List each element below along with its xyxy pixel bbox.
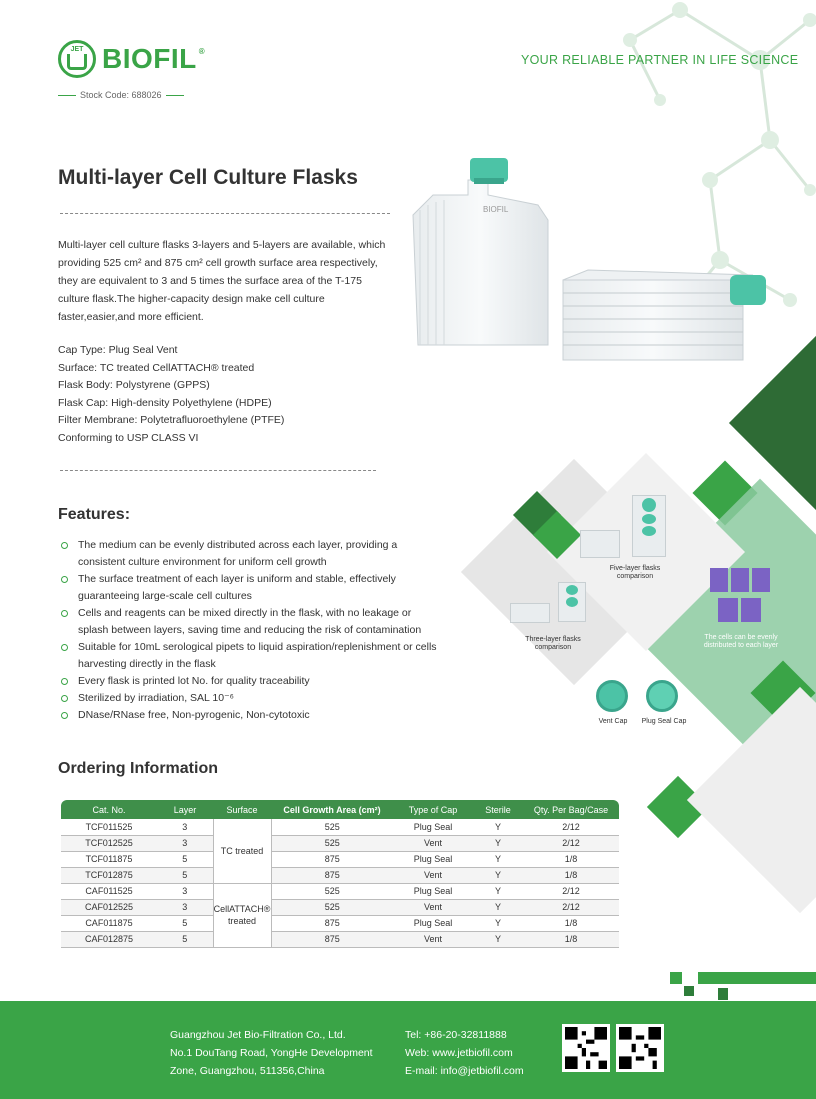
surface-cell-cellattach: CellATTACH® treated <box>213 883 271 947</box>
spec-surface: Surface: TC treated CellATTACH® treated <box>58 361 255 374</box>
five-layer-flask-image <box>580 530 620 558</box>
list-item: Sterilized by irradiation, SAL 10⁻⁶ <box>58 690 438 707</box>
list-item: Every flask is printed lot No. for quality traceability <box>58 673 438 690</box>
table-row: TCF012875 5 875 Vent Y 1/8 <box>61 867 619 883</box>
company-name: Guangzhou Jet Bio-Filtration Co., Ltd. <box>170 1029 346 1041</box>
spec-cap-type: Cap Type: Plug Seal Vent <box>58 344 178 356</box>
stock-code: Stock Code: 688026 <box>58 90 184 100</box>
jet-logo-icon: JET <box>58 40 96 78</box>
spec-flask-body: Flask Body: Polystyrene (GPPS) <box>58 379 210 391</box>
brand-logo: JET BIOFIL ® <box>58 40 205 78</box>
three-layer-stack-image <box>558 582 586 622</box>
list-item: The surface treatment of each layer is uniform and stable, effectively guaranteeing large-scale cell cultures <box>58 571 438 605</box>
table-row: TCF012525 3 525 Vent Y 2/12 <box>61 835 619 851</box>
phone-number: Tel: +86-20-32811888 <box>405 1029 507 1041</box>
svg-text:BIOFIL: BIOFIL <box>483 205 509 214</box>
features-heading: Features: <box>58 506 131 523</box>
plug-seal-cap-image <box>646 680 678 712</box>
qr-code-icon <box>562 1024 610 1072</box>
flask-product-image <box>408 150 768 365</box>
five-layer-caption: Five-layer flasks comparison <box>609 565 661 580</box>
spec-flask-cap: Flask Cap: High-density Polyethylene (HDPE) <box>58 396 272 409</box>
table-header-row <box>61 800 619 819</box>
five-layer-stack-image <box>632 495 666 557</box>
footer-contact <box>405 1026 524 1080</box>
brand-name: BIOFIL <box>102 43 197 74</box>
list-item: Suitable for 10mL serological pipets to liquid aspiration/replenishment or cells harvesting directly in the flask <box>58 639 438 673</box>
surface-cell-tc: TC treated <box>213 819 271 883</box>
table-row: CAF011875 5 875 Plug Seal Y 1/8 <box>61 915 619 931</box>
three-layer-caption: Three-layer flasks comparison <box>525 636 581 651</box>
page-title: Multi-layer Cell Culture Flasks <box>58 166 358 189</box>
vent-cap-image <box>596 680 628 712</box>
spec-usp: Conforming to USP CLASS VI <box>58 431 199 444</box>
plug-seal-cap-label: Plug Seal Cap <box>641 718 687 725</box>
divider <box>60 213 390 214</box>
tagline: YOUR RELIABLE PARTNER IN LIFE SCIENCE <box>521 53 799 67</box>
table-row: CAF011525 3 CellATTACH® treated 525 Plug Seal Y 2/12 <box>61 883 619 899</box>
intro-paragraph: Multi-layer cell culture flasks 3-layers and 5-layers are available, which providing 525 cm² and 875 cm² cell growth surface area respectively, they are equivalent to 3 and 5 times the surface area of the T-175 culture flask.The higher-capacity design make cell culture faster,easier,and more efficient. <box>58 239 386 323</box>
three-layer-flask-image <box>510 603 550 623</box>
table-row: TCF011875 5 875 Plug Seal Y 1/8 <box>61 851 619 867</box>
cells-caption: The cells can be evenly distributed to each layer <box>703 634 779 649</box>
spec-filter: Filter Membrane: Polytetrafluoroethylene (PTFE) <box>58 414 285 426</box>
table-row: TCF011525 3 TC treated 525 Plug Seal Y 2/12 <box>61 819 619 835</box>
footer-pixel-decor <box>670 972 816 1002</box>
table-row: CAF012875 5 875 Vent Y 1/8 <box>61 931 619 947</box>
ordering-table <box>61 800 619 948</box>
list-item: DNase/RNase free, Non-pyrogenic, Non-cytotoxic <box>58 707 438 724</box>
col-area: Cell Growth Area (cm²) <box>271 800 393 819</box>
col-cat-no: Cat. No. <box>61 800 157 819</box>
list-item: The medium can be evenly distributed across each layer, providing a consistent culture environment for uniform cell growth <box>58 537 438 571</box>
qr-code-icon <box>616 1024 664 1072</box>
spec-list <box>58 342 284 447</box>
col-layer: Layer <box>157 800 213 819</box>
col-qty: Qty. Per Bag/Case <box>523 800 619 819</box>
col-sterile: Sterile <box>473 800 523 819</box>
feature-list <box>58 537 438 724</box>
col-cap: Type of Cap <box>393 800 473 819</box>
email-link[interactable]: E-mail: info@jetbiofil.com <box>405 1065 524 1077</box>
list-item: Cells and reagents can be mixed directly in the flask, with no leakage or splash between layers, saving time and reducing the risk of contamination <box>58 605 438 639</box>
col-surface: Surface <box>213 800 271 819</box>
table-row: CAF012525 3 525 Vent Y 2/12 <box>61 899 619 915</box>
footer-address: Guangzhou Jet Bio-Filtration Co., Ltd. No.1 DouTang Road, YongHe Development Zone, Guangzhou, 511356,China <box>170 1026 373 1080</box>
website-link[interactable]: Web: www.jetbiofil.com <box>405 1047 513 1059</box>
divider <box>60 470 376 471</box>
cells-image <box>710 568 772 626</box>
ordering-heading: Ordering Information <box>58 760 218 777</box>
vent-cap-label: Vent Cap <box>598 718 628 725</box>
